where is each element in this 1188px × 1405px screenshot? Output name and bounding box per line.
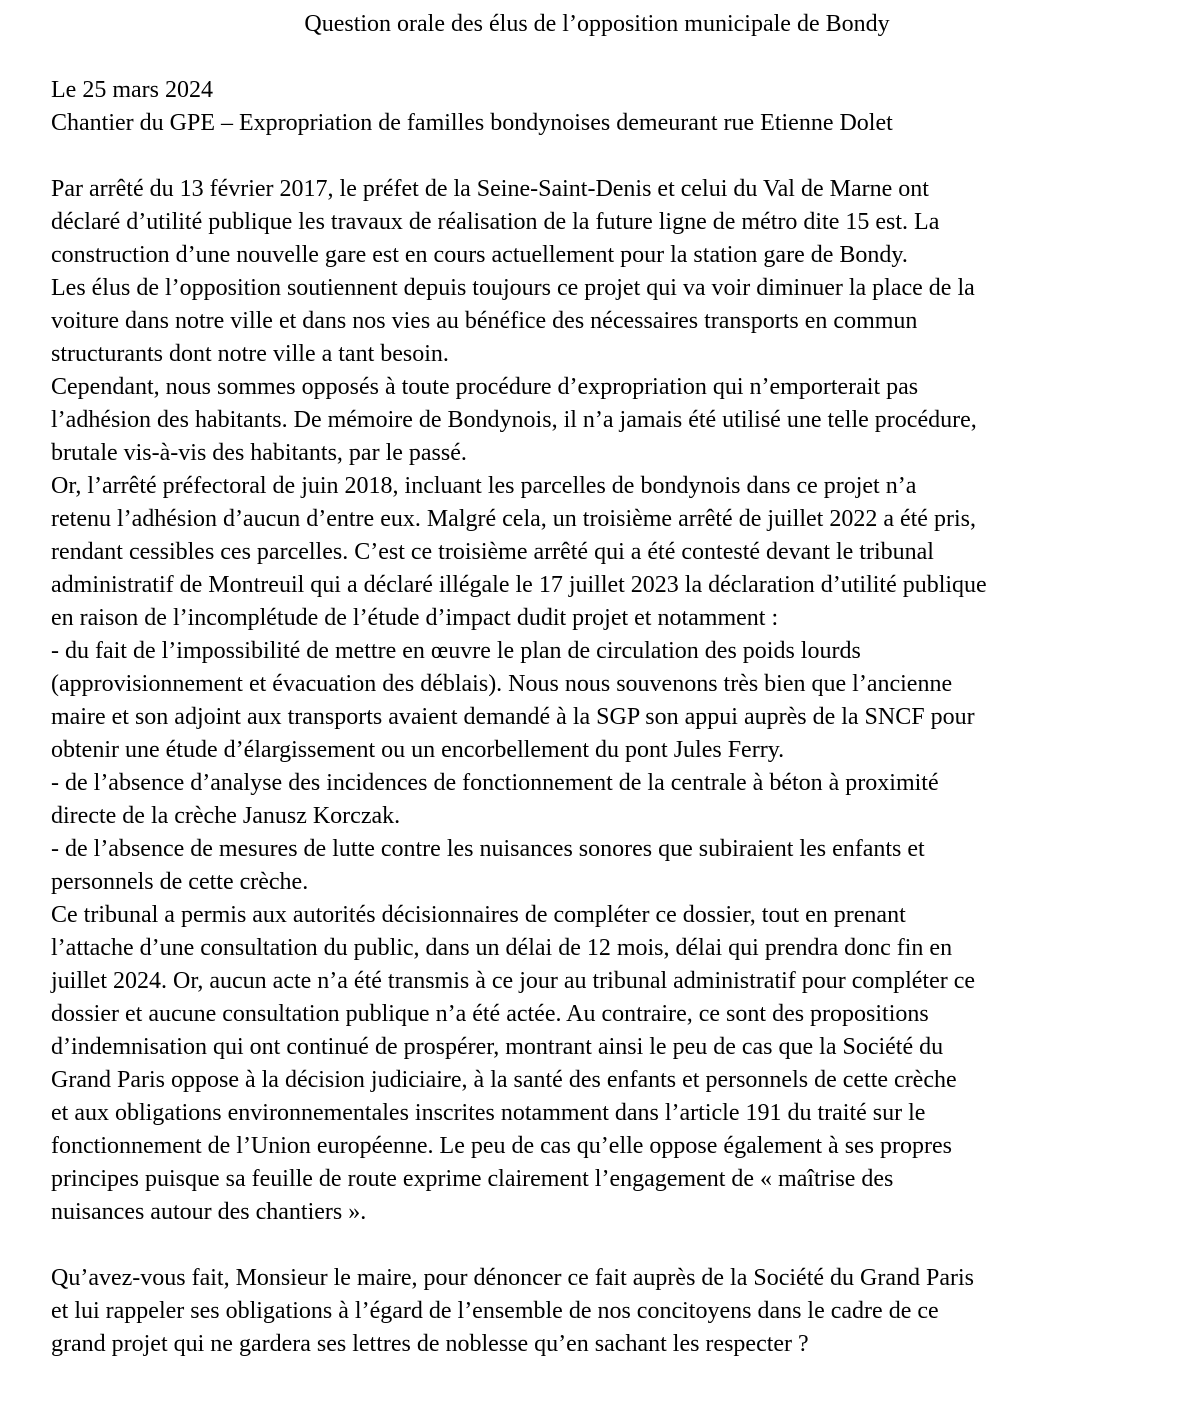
body-line: retenu l’adhésion d’aucun d’entre eux. Malgré cela, un troisième arrêté de juillet 2022 a été pris, — [51, 506, 976, 532]
spacer — [51, 41, 1181, 74]
body-line: - du fait de l’impossibilité de mettre en œuvre le plan de circulation des poids lourds — [51, 638, 861, 664]
body-line: en raison de l’incomplétude de l’étude d’impact dudit projet et notamment : — [51, 605, 779, 631]
body-line: brutale vis-à-vis des habitants, par le passé. — [51, 440, 467, 466]
body-line: et aux obligations environnementales inscrites notamment dans l’article 191 du traité sur le — [51, 1100, 926, 1126]
body-text — [51, 173, 1181, 1229]
document — [51, 8, 1181, 1361]
body-line: Par arrêté du 13 février 2017, le préfet de la Seine-Saint-Denis et celui du Val de Marne ont — [51, 176, 929, 202]
body-line: rendant cessibles ces parcelles. C’est ce troisième arrêté qui a été contesté devant le tribunal — [51, 539, 934, 565]
body-line: directe de la crèche Janusz Korczak. — [51, 803, 401, 829]
body-line: - de l’absence de mesures de lutte contre les nuisances sonores que subiraient les enfants et — [51, 836, 925, 862]
question-line: Qu’avez-vous fait, Monsieur le maire, pour dénoncer ce fait auprès de la Société du Grand Paris — [51, 1265, 974, 1291]
document-subject: Chantier du GPE – Expropriation de familles bondynoises demeurant rue Etienne Dolet — [51, 110, 893, 136]
body-line: fonctionnement de l’Union européenne. Le peu de cas qu’elle oppose également à ses propres — [51, 1133, 952, 1159]
body-line: l’adhésion des habitants. De mémoire de Bondynois, il n’a jamais été utilisé une telle procédure, — [51, 407, 977, 433]
document-date: Le 25 mars 2024 — [51, 77, 213, 103]
body-line: Cependant, nous sommes opposés à toute procédure d’expropriation qui n’emporterait pas — [51, 374, 919, 400]
body-line: Les élus de l’opposition soutiennent depuis toujours ce projet qui va voir diminuer la place de la — [51, 275, 975, 301]
body-line: Or, l’arrêté préfectoral de juin 2018, incluant les parcelles de bondynois dans ce projet n’a — [51, 473, 917, 499]
question-line: et lui rappeler ses obligations à l’égard de l’ensemble de nos concitoyens dans le cadre de ce — [51, 1298, 939, 1324]
body-line: administratif de Montreuil qui a déclaré illégale le 17 juillet 2023 la déclaration d’utilité publique — [51, 572, 987, 598]
question-text — [51, 1262, 1181, 1361]
body-line: l’attache d’une consultation du public, dans un délai de 12 mois, délai qui prendra donc fin en — [51, 935, 953, 961]
body-line: (approvisionnement et évacuation des déblais). Nous nous souvenons très bien que l’ancienne — [51, 671, 953, 697]
body-line: Grand Paris oppose à la décision judiciaire, à la santé des enfants et personnels de cette crèche — [51, 1067, 957, 1093]
body-line: d’indemnisation qui ont continué de prospérer, montrant ainsi le peu de cas que la Société du — [51, 1034, 944, 1060]
body-line: structurants dont notre ville a tant besoin. — [51, 341, 449, 367]
body-line: voiture dans notre ville et dans nos vies au bénéfice des nécessaires transports en commun — [51, 308, 918, 334]
body-line: obtenir une étude d’élargissement ou un encorbellement du pont Jules Ferry. — [51, 737, 785, 763]
body-line: principes puisque sa feuille de route exprime clairement l’engagement de « maîtrise des — [51, 1166, 894, 1192]
question-line: grand projet qui ne gardera ses lettres de noblesse qu’en sachant les respecter ? — [51, 1331, 809, 1357]
body-line: dossier et aucune consultation publique n’a été actée. Au contraire, ce sont des propositions — [51, 1001, 929, 1027]
body-line: nuisances autour des chantiers ». — [51, 1199, 367, 1225]
body-line: personnels de cette crèche. — [51, 869, 309, 895]
body-line: maire et son adjoint aux transports avaient demandé à la SGP son appui auprès de la SNCF pour — [51, 704, 975, 730]
body-line: Ce tribunal a permis aux autorités décisionnaires de compléter ce dossier, tout en prenant — [51, 902, 906, 928]
body-line: déclaré d’utilité publique les travaux de réalisation de la future ligne de métro dite 15 est. La — [51, 209, 940, 235]
spacer — [51, 1229, 1181, 1262]
document-title: Question orale des élus de l’opposition municipale de Bondy — [304, 11, 890, 37]
spacer — [51, 140, 1181, 173]
body-line: construction d’une nouvelle gare est en cours actuellement pour la station gare de Bondy. — [51, 242, 908, 268]
body-line: juillet 2024. Or, aucun acte n’a été transmis à ce jour au tribunal administratif pour compléter ce — [51, 968, 976, 994]
body-line: - de l’absence d’analyse des incidences de fonctionnement de la centrale à béton à proximité — [51, 770, 939, 796]
